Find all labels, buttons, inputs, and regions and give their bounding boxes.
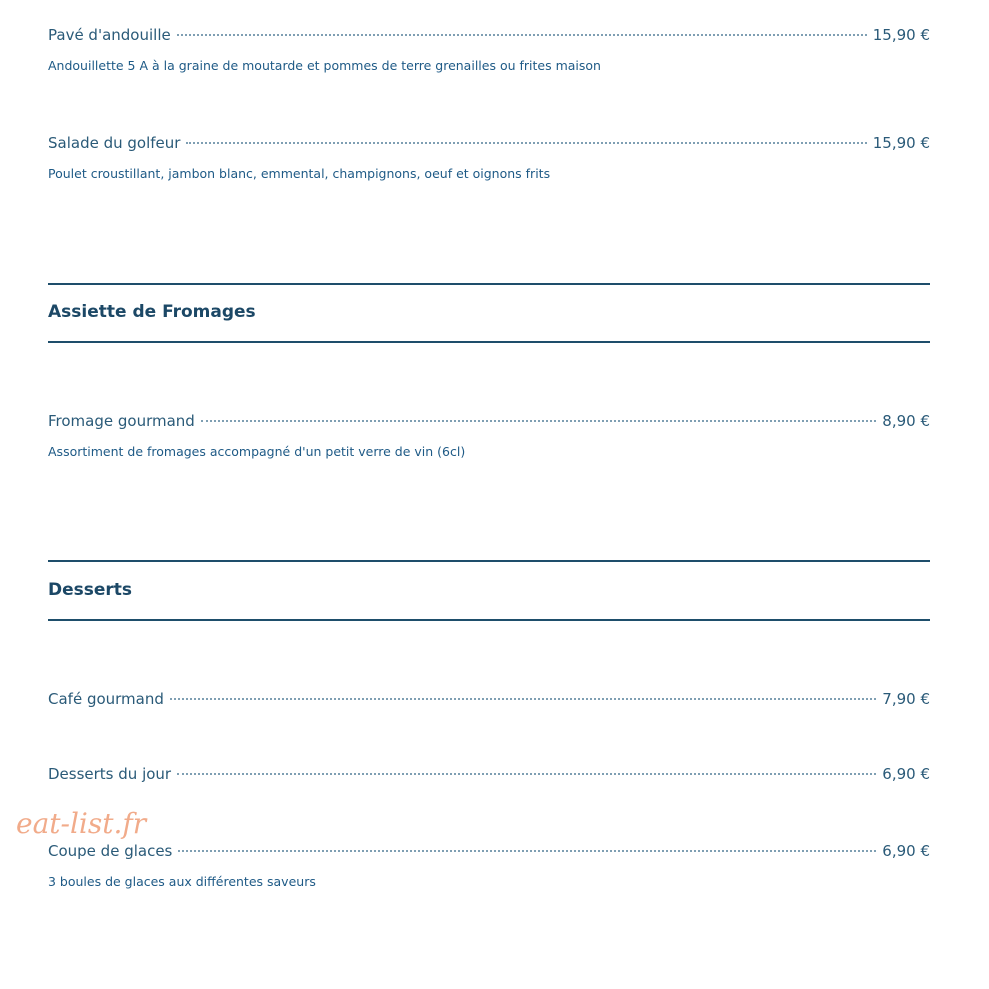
menu-item-cafe-gourmand [48,688,930,710]
menu-item-price: 6,90 € [882,842,930,860]
dot-leader [177,34,867,36]
section-divider-bottom [48,619,930,621]
menu-item-description: Assortiment de fromages accompagné d'un petit verre de vin (6cl) [48,444,466,459]
menu-item-description: Poulet croustillant, jambon blanc, emmental, champignons, oeuf et oignons frits [48,166,551,181]
menu-item-line [48,688,930,710]
menu-item-desserts-du-jour [48,763,930,785]
section-divider-bottom [48,341,930,343]
menu-item-price: 6,90 € [882,765,930,783]
menu-item-pave-andouille [48,24,930,74]
menu-item-line [48,132,930,154]
menu-item-name: Fromage gourmand [48,412,195,430]
menu-item-line [48,410,930,432]
dot-leader [201,420,876,422]
section-title-fromages: Assiette de Fromages [48,302,256,322]
menu-item-name: Desserts du jour [48,765,172,783]
menu-item-salade-golfeur [48,132,930,182]
menu-item-description: 3 boules de glaces aux différentes saveurs [48,874,316,889]
section-title-desserts: Desserts [48,580,133,600]
menu-item-price: 7,90 € [882,690,930,708]
menu-item-price: 15,90 € [872,26,930,44]
menu-item-coupe-glaces [48,840,930,890]
dot-leader [178,850,876,852]
menu-item-price: 15,90 € [872,134,930,152]
menu-item-line [48,840,930,862]
menu-item-fromage-gourmand [48,410,930,460]
dot-leader [177,773,876,775]
menu-item-line [48,24,930,46]
menu-item-price: 8,90 € [882,412,930,430]
dot-leader [186,142,866,144]
menu-item-name: Coupe de glaces [48,842,173,860]
section-divider-top [48,560,930,562]
menu-item-name: Pavé d'andouille [48,26,171,44]
menu-item-name: Café gourmand [48,690,164,708]
menu-item-line [48,763,930,785]
menu-item-description: Andouillette 5 A à la graine de moutarde et pommes de terre grenailles ou frites maison [48,58,601,73]
section-divider-top [48,283,930,285]
dot-leader [170,698,876,700]
menu-item-name: Salade du golfeur [48,134,181,152]
watermark: eat-list.fr [16,807,147,840]
